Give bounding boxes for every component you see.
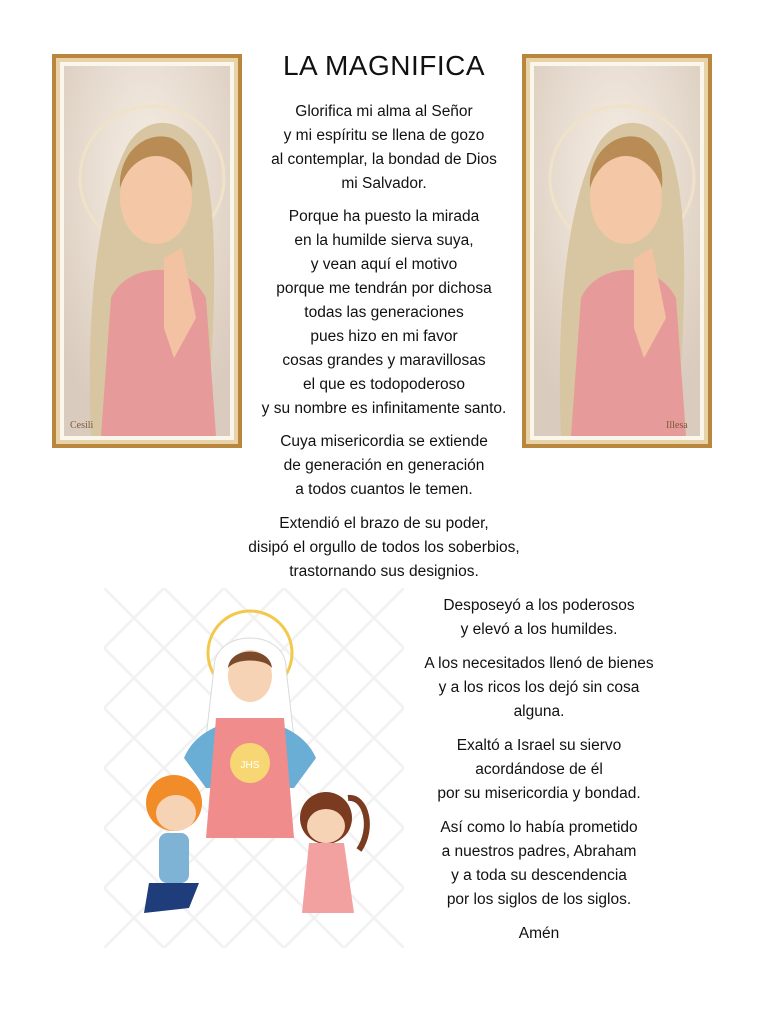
verse-line: y a los ricos los dejó sin cosa [438, 679, 640, 696]
virgin-and-children-illustration [104, 588, 404, 948]
verse-line: Porque ha puesto la mirada [288, 208, 480, 225]
verse-line: disipó el orgullo de todos los soberbios, [248, 539, 520, 556]
jhs-emblem-text: JHS [240, 760, 260, 771]
verse-line: y elevó a los humildes. [460, 621, 618, 638]
verse-line: y a toda su descendencia [451, 867, 627, 884]
verse-line: Exaltó a Israel su siervo [456, 737, 622, 754]
stanza-2 [234, 205, 534, 421]
verse-line: porque me tendrán por dichosa [276, 280, 492, 297]
verse-line: Desposeyó a los poderosos [443, 597, 635, 614]
verse-line: mi Salvador. [341, 175, 427, 192]
verse-line: por su misericordia y bondad. [437, 785, 641, 802]
verse-line: Así como lo había prometido [440, 819, 638, 836]
verse-line: a nuestros padres, Abraham [441, 843, 637, 860]
verse-line: Glorifica mi alma al Señor [295, 103, 473, 120]
verse-line: Amén [518, 925, 560, 942]
verse-line: Cuya misericordia se extiende [280, 433, 488, 450]
verse-line: en la humilde sierva suya, [294, 232, 474, 249]
verse-line: por los siglos de los siglos. [446, 891, 632, 908]
stanza-amen [404, 922, 674, 946]
verse-line: pues hizo en mi favor [310, 328, 458, 345]
stanza-1 [234, 100, 534, 196]
verse-line: a todos cuantos le temen. [295, 481, 473, 498]
page-title: LA MAGNIFICA [282, 50, 486, 81]
verse-line: A los necesitados llenó de bienes [424, 655, 654, 672]
stanza-8 [404, 816, 674, 912]
verse-line: acordándose de él [475, 761, 603, 778]
card-signature: Illesa [666, 420, 688, 431]
stanza-4 [234, 512, 534, 584]
virgin-mary-praying-image [526, 58, 708, 444]
verse-line: cosas grandes y maravillosas [282, 352, 486, 369]
virgin-mary-praying-image [56, 58, 238, 444]
verse-line: de generación en generación [283, 457, 485, 474]
praying-children-image [104, 588, 404, 948]
virgin-mary-holy-card-left [52, 54, 242, 448]
stanza-3 [234, 430, 534, 502]
verse-line: alguna. [513, 703, 565, 720]
verse-line: al contemplar, la bondad de Dios [271, 151, 497, 168]
virgin-mary-holy-card-right [522, 54, 712, 448]
verse-line: trastornando sus designios. [289, 563, 479, 580]
card-signature: Cesili [70, 420, 94, 431]
verse-line: todas las generaciones [304, 304, 464, 321]
verse-line: el que es todopoderoso [302, 376, 466, 393]
verse-line: Extendió el brazo de su poder, [279, 515, 489, 532]
stanza-7 [404, 734, 674, 806]
verse-line: y mi espíritu se llena de gozo [283, 127, 485, 144]
stanza-6 [404, 652, 674, 724]
verse-line: y su nombre es infinitamente santo. [261, 400, 507, 417]
stanza-5 [404, 594, 674, 642]
verse-line: y vean aquí el motivo [310, 256, 458, 273]
